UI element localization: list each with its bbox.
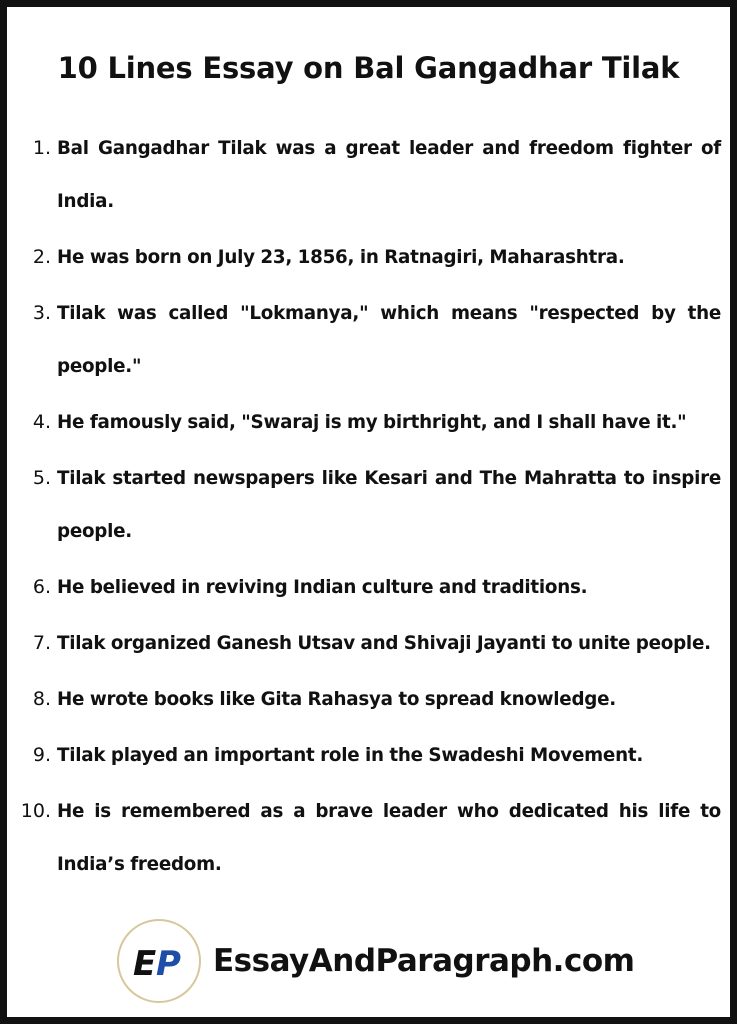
list-item bbox=[32, 231, 721, 284]
item-text: Tilak started newspapers like Kesari and The Mahratta to inspire people. bbox=[57, 468, 721, 542]
item-number: 8. bbox=[32, 688, 51, 710]
list-item bbox=[32, 561, 721, 614]
list-item bbox=[32, 122, 721, 228]
list-item bbox=[32, 673, 721, 726]
list-item bbox=[32, 287, 721, 393]
list-item bbox=[20, 785, 721, 891]
svg-text:E: E bbox=[133, 944, 154, 981]
site-brand-name: EssayAndParagraph.com bbox=[213, 943, 635, 979]
ep-logo-icon bbox=[131, 941, 187, 981]
site-footer bbox=[117, 919, 634, 1003]
item-number: 7. bbox=[32, 632, 51, 654]
item-number: 4. bbox=[32, 411, 51, 433]
svg-text:P: P bbox=[156, 944, 181, 981]
item-text: Bal Gangadhar Tilak was a great leader and freedom fighter of India. bbox=[57, 138, 721, 212]
essay-lines-list bbox=[20, 122, 721, 894]
item-number: 5. bbox=[32, 467, 51, 489]
item-text: He wrote books like Gita Rahasya to spread knowledge. bbox=[57, 689, 616, 710]
item-text: Tilak was called "Lokmanya," which means "respected by the people." bbox=[57, 303, 721, 377]
item-text: He was born on July 23, 1856, in Ratnagiri, Maharashtra. bbox=[57, 247, 625, 268]
item-text: He believed in reviving Indian culture and traditions. bbox=[57, 577, 588, 598]
item-number: 2. bbox=[32, 246, 51, 268]
item-number: 9. bbox=[32, 744, 51, 766]
item-number: 10. bbox=[20, 800, 51, 822]
item-text: He is remembered as a brave leader who dedicated his life to India’s freedom. bbox=[57, 801, 721, 875]
item-text: Tilak organized Ganesh Utsav and Shivaji Jayanti to unite people. bbox=[57, 633, 711, 654]
page-title: 10 Lines Essay on Bal Gangadhar Tilak bbox=[57, 51, 680, 85]
list-item bbox=[32, 452, 721, 558]
item-number: 1. bbox=[32, 137, 51, 159]
site-logo bbox=[117, 919, 201, 1003]
list-item bbox=[32, 396, 721, 449]
item-number: 3. bbox=[32, 302, 51, 324]
item-number: 6. bbox=[32, 576, 51, 598]
list-item bbox=[32, 729, 721, 782]
item-text: Tilak played an important role in the Swadeshi Movement. bbox=[57, 745, 644, 766]
list-item bbox=[32, 617, 721, 670]
item-text: He famously said, "Swaraj is my birthright, and I shall have it." bbox=[57, 412, 687, 433]
